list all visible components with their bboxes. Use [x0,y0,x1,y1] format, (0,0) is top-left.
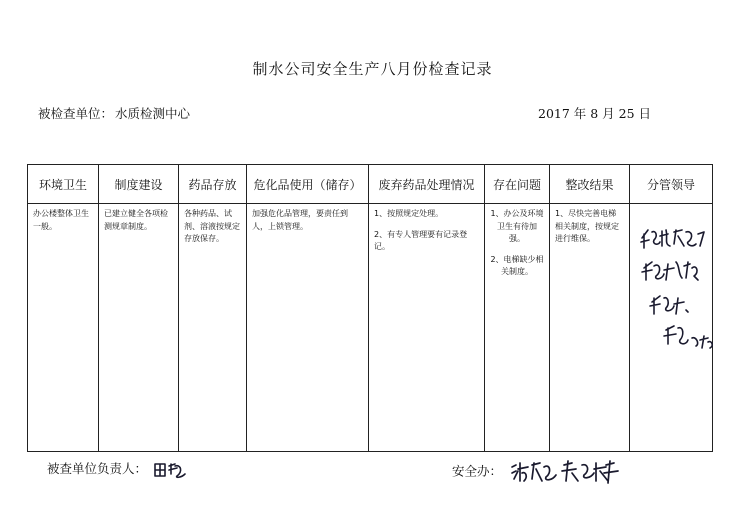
hazchem-text: 加强危化品管理，要责任到人，上锁管理。 [252,209,348,231]
cell-hazchem [247,204,369,452]
table-row [28,204,713,452]
inspected-unit [38,104,190,122]
responsible-person [47,459,187,480]
document-date: 2017 年 8 月 25 日 [538,106,652,121]
rectify-text: 1、尽快完善电梯相关制度，按规定进行维保。 [555,209,619,243]
safety-office [452,459,620,485]
responsible-signature-drawing [153,460,187,480]
cell-leader [630,204,713,452]
leader-signature-drawing [638,226,718,376]
disposal-item-2: 2、有专人管理要有记录登记。 [374,229,468,251]
system-text: 已建立健全各项检测规章制度。 [104,209,168,231]
cell-system [99,204,179,452]
header-rectify: 整改结果 [550,165,630,204]
cell-disposal [369,204,485,452]
problem-item-1: 1、办公及环境卫生有待加强。 [490,209,544,243]
disposal-item-1: 1、按照规定处理。 [374,209,444,218]
leader-signature [638,226,718,376]
header-leader: 分管领导 [630,165,713,204]
responsible-label: 被查单位负责人： [47,461,148,476]
document-title: 制水公司安全生产八月份检查记录 [252,60,493,78]
header-storage: 药品存放 [179,165,247,204]
header-environment: 环境卫生 [28,165,99,204]
table-header-row [28,165,713,204]
cell-storage [179,204,247,452]
header-disposal: 废弃药品处理情况 [369,165,485,204]
environment-text: 办公楼整体卫生一般。 [33,209,89,231]
inspected-unit-value: 水质检测中心 [115,106,191,121]
cell-rectify [550,204,630,452]
cell-environment [28,204,99,452]
header-hazchem: 危化品使用（储存） [247,165,369,204]
cell-problems [485,204,550,452]
inspection-table [27,164,713,452]
header-problems: 存在问题 [485,165,550,204]
header-system: 制度建设 [99,165,179,204]
storage-text: 各种药品、试剂、溶液按规定存放保存。 [184,209,240,243]
safety-label: 安全办： [452,463,503,479]
inspected-unit-label: 被检查单位： [38,106,114,121]
problem-item-2: 2、电梯缺少相关制度。 [490,254,544,276]
safety-signature-drawing [510,459,620,485]
